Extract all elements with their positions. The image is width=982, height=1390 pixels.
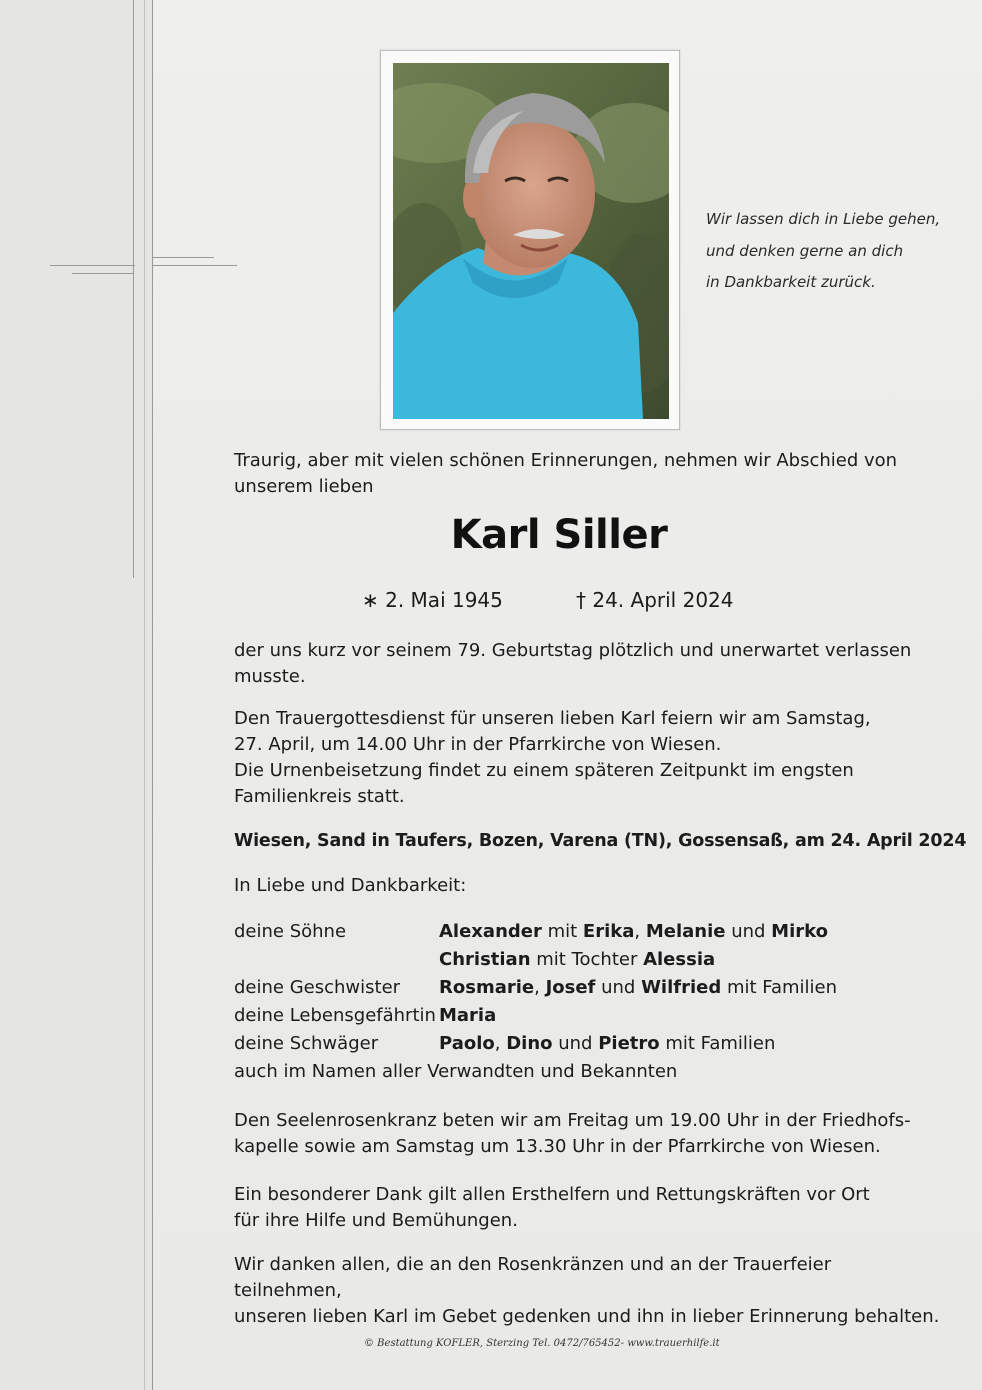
paragraph-service [234,706,944,810]
paragraph-thanks-helpers [234,1182,944,1234]
death-date: † 24. April 2024 [576,588,734,612]
intro-text: Traurig, aber mit vielen schönen Erinnerungen, nehmen wir Abschied von unserem lieben [234,450,898,497]
mourner-role: deine Söhne [234,921,347,942]
paragraph-passing: der uns kurz vor seinem 79. Geburtstag plötzlich und unerwartet verlassen musste. [234,640,912,687]
funeral-home-footer: © Bestattung KOFLER, Sterzing Tel. 0472/765452- www.trauerhilfe.it [364,1338,720,1349]
mourner-role: deine Schwäger [234,1033,379,1054]
mourner-row [234,946,954,974]
text-line: Wir danken allen, die an den Rosenkränzen und an der Trauerfeier teilnehmen, [234,1254,832,1301]
memorial-quote [706,204,966,299]
paragraph-rosary [234,1108,944,1160]
mourner-row [234,974,954,1002]
mourner-names: Rosmarie, Josef und Wilfried mit Familien [439,977,838,998]
mourner-names: Alexander mit Erika, Melanie und Mirko [439,921,828,942]
text-line: 27. April, um 14.00 Uhr in der Pfarrkirche von Wiesen. [234,734,722,755]
text-line: unseren lieben Karl im Gebet gedenken und ihn in lieber Erinnerung behalten. [234,1306,940,1327]
birth-date: ∗ 2. Mai 1945 [362,588,503,612]
text-line: Den Seelenrosenkranz beten wir am Freitag um 19.00 Uhr in der Friedhofs- [234,1110,911,1131]
mourner-names: Paolo, Dino und Pietro mit Familien [439,1033,776,1054]
text-line: Ein besonderer Dank gilt allen Ersthelfern und Rettungskräften vor Ort [234,1184,870,1205]
text-line: für ihre Hilfe und Bemühungen. [234,1210,518,1231]
mourner-role: deine Lebensgefährtin [234,1005,436,1026]
text-line: kapelle sowie am Samstag um 13.30 Uhr in der Pfarrkirche von Wiesen. [234,1136,881,1157]
text-line: Den Trauergottesdienst für unseren lieben Karl feiern wir am Samstag, [234,708,871,729]
cross-icon [0,0,240,600]
quote-line: und denken gerne an dich [706,241,904,260]
deceased-name: Karl Siller [450,512,668,558]
mourner-names: Maria [439,1005,497,1026]
mourner-row [234,1002,954,1030]
text-line: Familienkreis statt. [234,786,405,807]
love-line: In Liebe und Dankbarkeit: [234,875,467,896]
paragraph-thanks-all [234,1252,944,1330]
place-and-date: Wiesen, Sand in Taufers, Bozen, Varena (TN), Gossensaß, am 24. April 2024 [234,831,967,851]
quote-line: in Dankbarkeit zurück. [706,273,876,291]
mourner-row [234,1030,954,1058]
mourners-footer: auch im Namen aller Verwandten und Bekannten [234,1061,678,1082]
portrait-photo [393,63,669,419]
text-line: Die Urnenbeisetzung findet zu einem späteren Zeitpunkt im engsten [234,760,854,781]
mourners-list [234,918,954,1082]
mourner-role: deine Geschwister [234,977,401,998]
quote-line: Wir lassen dich in Liebe gehen, [706,210,941,228]
mourner-row [234,918,954,946]
portrait-frame [380,50,680,430]
mourner-names: Christian mit Tochter Alessia [439,949,716,970]
